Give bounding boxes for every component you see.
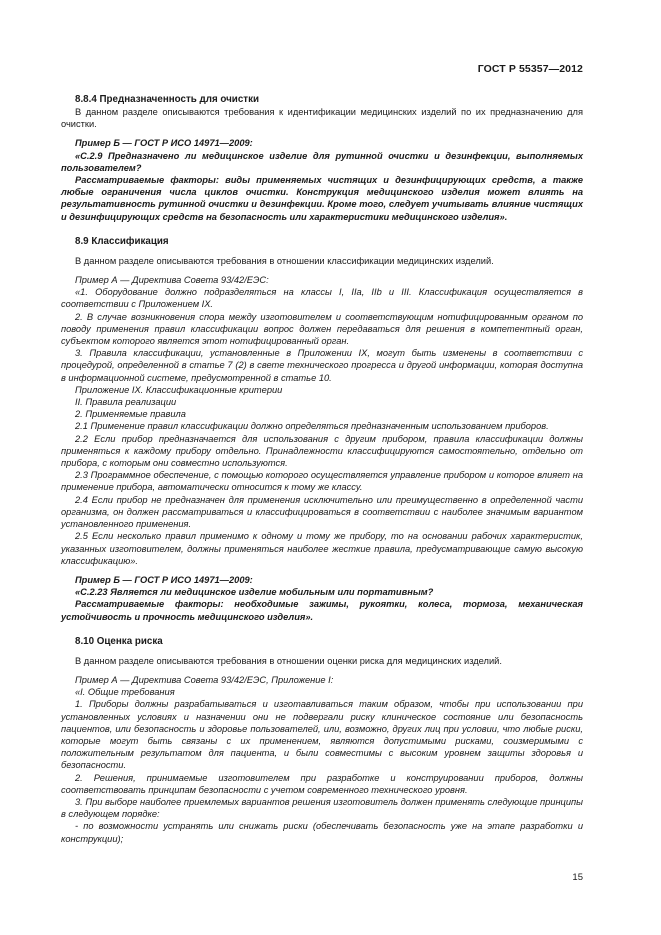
page-number: 15	[572, 872, 583, 883]
quote-paragraph: «1. Оборудование должно подразделяться на классы I, IIa, IIb и III. Классификация осуществляется в соответствии с Приложением IX.	[61, 287, 583, 310]
quote-paragraph: «I. Общие требования	[75, 687, 175, 698]
quote-paragraph: Рассматриваемые факторы: виды применяемых чистящих и дезинфицирующих средств, а также любые ограничения числа циклов очистки. Конструкция медицинского изделия может влиять на результативность рутинной очистки и дезинфекции. Кроме того, следует учитывать влияние чистящих и дезинфицирующих средств на безопасность или характеристики медицинского изделия».	[61, 175, 583, 222]
quote-paragraph: Рассматриваемые факторы: необходимые зажимы, рукоятки, колеса, тормоза, механическая устойчивость и прочность медицинского изделия».	[61, 599, 583, 622]
page-content	[61, 93, 583, 845]
quote-paragraph: 2.1 Применение правил классификации должно определяться предназначенным использованием приборов.	[75, 421, 549, 432]
quote-paragraph: 2. Решения, принимаемые изготовителем при разработке и конструировании приборов, должны соответствовать принципам безопасности с учетом современного технического уровня.	[61, 772, 583, 795]
section-heading-8-10: 8.10 Оценка риска	[75, 635, 163, 647]
quote-paragraph: 2.3 Программное обеспечение, с помощью которого осуществляется управление прибором и которое влияет на применение прибора, автоматически относится к тому же классу.	[61, 470, 583, 493]
quote-paragraph: 2.4 Если прибор не предназначен для применения исключительно или преимущественно в определенной части организма, он должен рассматриваться и классифицироваться в соответствии с наиболее значимым вариантом установленного применения.	[61, 494, 583, 530]
example-label: Пример А — Директива Совета 93/42/ЕЭС:	[75, 275, 269, 286]
example-label: Пример А — Директива Совета 93/42/ЕЭС, Приложение I:	[75, 674, 334, 685]
quote-paragraph: 1. Приборы должны разрабатываться и изготавливаться таким образом, чтобы при использовании при установленных условиях и назначении они не подвергали риску клиническое состояние или безопасность пациентов, или безопасность и здоровье пользователей, или, возможно, других лиц при условии, что любые риски, которые могут быть связаны с их применением, являются допустимыми рисками, соизмеримыми с положительным результатом для пациента, и были совместимы с высоким уровнем защиты здоровья и безопасности.	[61, 699, 583, 771]
document-code-header: ГОСТ Р 55357—2012	[477, 63, 583, 75]
example-label: Пример Б — ГОСТ Р ИСО 14971—2009:	[75, 574, 253, 585]
quote-paragraph: 2.5 Если несколько правил применимо к одному и тому же прибору, то на основании рабочих характеристик, указанных изготовителем, должны применяться наиболее жесткие правила, предусматривающие самую высокую классификацию».	[61, 531, 583, 566]
example-label: Пример Б — ГОСТ Р ИСО 14971—2009:	[75, 138, 253, 149]
quote-paragraph: 3. При выборе наиболее приемлемых вариантов решения изготовитель должен применять следующие принципы в следующем порядке:	[61, 796, 583, 820]
section-heading-8-9: 8.9 Классификация	[75, 235, 169, 247]
section-intro: В данном разделе описываются требования в отношении оценки риска для медицинских изделий.	[75, 655, 502, 666]
quote-paragraph: 2. Применяемые правила	[75, 409, 186, 420]
quote-paragraph: Приложение IX. Классификационные критерии	[75, 384, 283, 395]
quote-paragraph: «С.2.9 Предназначено ли медицинское изделие для рутинной очистки и дезинфекции, выполняемых пользователем?	[61, 150, 583, 173]
quote-paragraph: 2.2 Если прибор предназначается для использования с другим прибором, правила классификации должны применяться к каждому прибору отдельно. Принадлежности классифицируются самостоятельно, отдельно от прибора, с которым они совместно используются.	[61, 433, 583, 469]
quote-paragraph: II. Правила реализации	[75, 397, 177, 408]
section-intro: В данном разделе описываются требования в отношении классификации медицинских изделий.	[75, 255, 494, 266]
quote-paragraph: «С.2.23 Является ли медицинское изделие мобильным или портативным?	[75, 587, 434, 598]
quote-paragraph: - по возможности устранять или снижать риски (обеспечивать безопасность уже на этапе разработки и конструкции);	[61, 821, 583, 844]
section-heading-8-8-4: 8.8.4 Предназначенность для очистки	[75, 94, 260, 105]
section-intro: В данном разделе описываются требования к идентификации медицинских изделий по их предназначению для очистки.	[61, 107, 583, 130]
quote-paragraph: 2. В случае возникновения спора между изготовителем и соответствующим нотифицированным органом по поводу применения правил классификации вопрос должен передаваться для решения в компетентный орган, субъектом которого является этот нотифицированный орган.	[61, 311, 583, 347]
quote-paragraph: 3. Правила классификации, установленные в Приложении IX, могут быть изменены в соответствии с процедурой, определенной в статье 7 (2) в свете технического прогресса и другой информации, которая доступна в информационной системе, предусмотренной в статье 10.	[61, 348, 583, 383]
